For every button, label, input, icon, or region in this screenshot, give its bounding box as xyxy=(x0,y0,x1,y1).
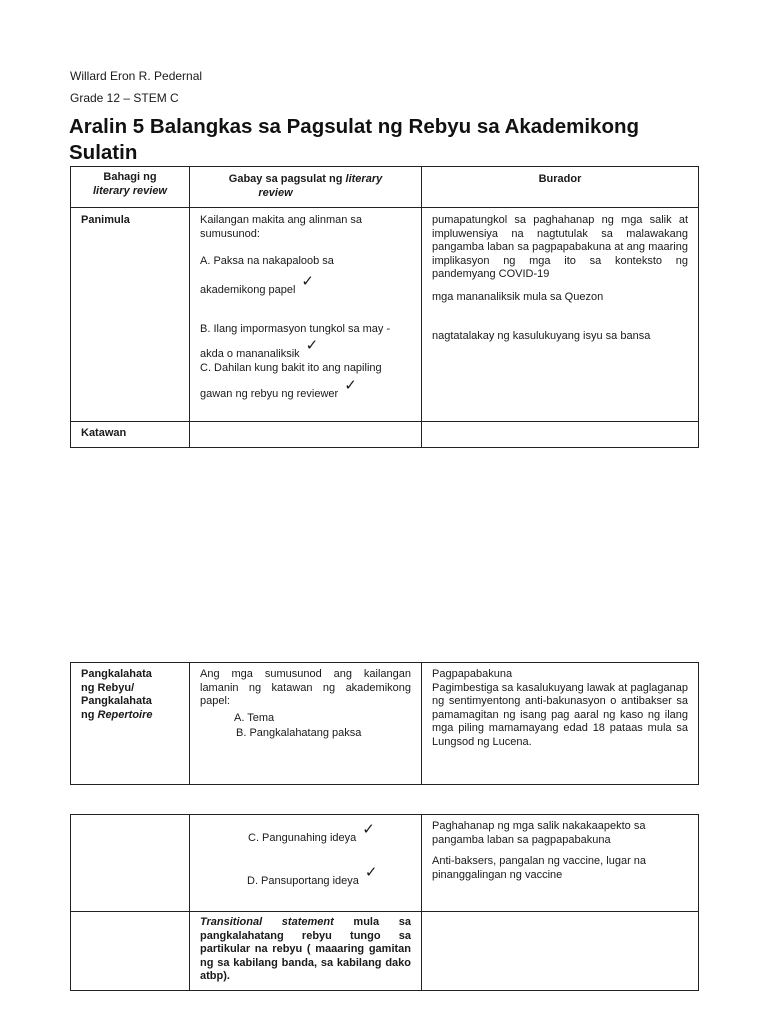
panimula-burador-3: nagtatalakay ng kasulukuyang isyu sa bansa xyxy=(432,329,651,342)
pangkalahatan-label-3: Pangkalahata xyxy=(81,695,152,708)
panimula-item-c: C. Dahilan kung bakit ito ang napiling xyxy=(200,361,382,374)
ideya-burador-1: Paghahanap ng mga salik nakakaapekto sa pangamba laban sa pagpapabakuna xyxy=(432,820,646,846)
ideya-item-d-line xyxy=(247,863,411,889)
ideya-item-c-line xyxy=(248,821,411,846)
pangkalahatan-label-2: ng Rebyu/ xyxy=(81,681,135,694)
pangkalahatan-burador-2: Pagimbestiga sa kasalukuyang lawak at paglaganap ng sentimyentong anti-bakunasyon o antibakser sa pamamagitan ng isang pag aaral ng kaso ng ilang mga piling mamamayang edad 18 pataas mula sa Lungsod ng Lucena. xyxy=(432,681,688,748)
panimula-item-a2-line xyxy=(200,272,411,298)
katawan-guide-cell xyxy=(190,422,422,448)
header-gabay-italic: literary xyxy=(345,173,383,185)
ideya-item-c: C. Pangunahing ideya xyxy=(248,832,357,844)
header-gabay-text: Gabay sa pagsulat ng xyxy=(228,173,346,185)
grade-section: Grade 12 – STEM C xyxy=(70,91,179,105)
check-mark-icon: ✓ xyxy=(364,863,378,881)
panimula-item-b2: akda o mananaliksik xyxy=(200,347,300,360)
transition-label-cell xyxy=(71,912,190,991)
check-mark-icon: ✓ xyxy=(305,336,319,354)
row-label-katawan xyxy=(71,422,190,448)
header-burador xyxy=(422,167,699,208)
panimula-item-a: A. Paksa na nakapaloob sa xyxy=(200,255,334,268)
pangkalahatan-item-a: A. Tema xyxy=(234,711,275,724)
katawan-burador-cell xyxy=(422,422,699,448)
pangkalahatan-table xyxy=(70,662,699,785)
header-bahagi-line2: literary review xyxy=(93,184,167,197)
header-bahagi-line1: Bahagi ng xyxy=(103,171,157,183)
header-burador-text: Burador xyxy=(538,173,582,185)
ideya-burador-cell xyxy=(422,815,699,912)
pangkalahatan-item-b: B. Pangkalahatang paksa xyxy=(236,727,362,740)
panimula-intro: Kailangan makita ang alinman sa sumusunod: xyxy=(200,214,363,240)
row-label-pangkalahatan xyxy=(71,663,190,785)
transition-text: mula sa pangkalahatang rebyu tungo sa partikular na rebyu ( maaaring gamitan ng sa kabilang banda, sa kabilang dako atbp). xyxy=(200,916,411,983)
ideya-table xyxy=(70,814,699,991)
check-mark-icon: ✓ xyxy=(362,821,375,838)
pangkalahatan-burador-1: Pagpapabakuna xyxy=(432,668,513,680)
pangkalahatan-label-4 xyxy=(81,709,179,723)
pangkalahatan-label-1: Pangkalahata xyxy=(81,668,152,680)
panimula-item-c2-line xyxy=(200,377,411,402)
panimula-burador-2: mga mananaliksik mula sa Quezon xyxy=(432,290,604,303)
panimula-item-c2: gawan ng rebyu ng reviewer xyxy=(200,388,339,401)
ideya-guide-cell xyxy=(190,815,422,912)
pangkalahatan-guide-cell xyxy=(190,663,422,785)
transition-burador-cell xyxy=(422,912,699,991)
ideya-item-d: D. Pansuportang ideya xyxy=(247,874,359,887)
table-row-katawan xyxy=(71,422,699,448)
header-bahagi xyxy=(71,167,190,208)
table-row-pangkalahatan xyxy=(71,663,699,785)
table-row-panimula xyxy=(71,208,699,422)
panimula-burador-1: pumapatungkol sa paghahanap ng mga salik at impluwensiya na nagtutulak sa malawakang pangamba laban sa pagpapabakuna at ang maaring implikasyon ng mga ito sa konteksto ng pandemyang COVID-19 xyxy=(432,214,688,281)
panimula-guide-cell xyxy=(190,208,422,422)
table-header-row xyxy=(71,167,699,208)
pangkalahatan-burador-cell xyxy=(422,663,699,785)
pangkalahatan-label-4-pre: ng xyxy=(81,708,98,721)
check-mark-icon: ✓ xyxy=(301,272,314,290)
check-mark-icon: ✓ xyxy=(344,377,357,395)
author-name: Willard Eron R. Pedernal xyxy=(70,69,203,83)
panimula-item-b: B. Ilang impormasyon tungkol sa may - xyxy=(200,323,391,336)
pangkalahatan-guide: Ang mga sumusunod ang kailangan lamanin ng katawan ng akademikong papel: xyxy=(200,668,411,708)
page-title: Aralin 5 Balangkas sa Pagsulat ng Rebyu sa Akademikong Sulatin xyxy=(69,115,640,164)
review-outline-table xyxy=(70,166,699,448)
panimula-item-b2-line xyxy=(200,336,411,362)
panimula-item-a2: akademikong papel xyxy=(200,283,296,296)
transition-guide-cell xyxy=(190,912,422,991)
ideya-label-cell xyxy=(71,815,190,912)
transition-italic: Transitional statement xyxy=(200,916,334,928)
table-row-ideya xyxy=(71,815,699,912)
panimula-burador-cell xyxy=(422,208,699,422)
table-row-transition xyxy=(71,912,699,991)
header-gabay xyxy=(190,167,422,208)
ideya-burador-2: Anti-baksers, pangalan ng vaccine, lugar na pinanggalingan ng vaccine xyxy=(432,855,647,881)
panimula-label: Panimula xyxy=(81,214,130,226)
row-label-panimula xyxy=(71,208,190,422)
header-gabay-line2: review xyxy=(258,186,293,199)
katawan-label: Katawan xyxy=(81,427,127,439)
pangkalahatan-label-4-it: Repertoire xyxy=(97,708,153,721)
